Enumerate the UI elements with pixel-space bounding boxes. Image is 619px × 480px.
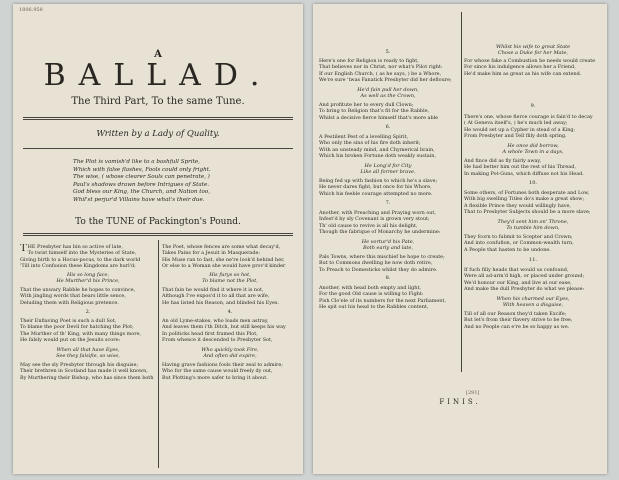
stanza-5 (319, 58, 459, 83)
stanza-number: 4. (227, 309, 233, 315)
verse-line: Were all ad-arm'd high, or placed under ground; (464, 273, 585, 280)
intro-line: Paul's shadows drawn before Intrigues of State. (73, 181, 210, 188)
refrain-line: And often did expire, (203, 353, 257, 359)
stanza-9 (464, 114, 604, 139)
verse-line: Whilst a decisive fierce himself that's more able (319, 114, 439, 121)
title-article: A (154, 49, 162, 60)
verse-line: From whence it descended to Presbyter Sot, (162, 336, 273, 343)
verse-line: That the unwary Rabble he hopes to convince, (20, 287, 136, 293)
subtitle: The Third Part, To the same Tune. (71, 96, 245, 107)
refrain-line: Like all former brave, (360, 169, 416, 175)
tune-line: To the TUNE of Packington's Pound. (75, 217, 241, 227)
verse-line: He had better him out the rest of his Thread, (464, 164, 576, 171)
verse-line: They fcorn to fubmit to Scepter and Crown; (464, 234, 573, 240)
verse-line: To bring to Religion that's fit for the Rabble, (319, 108, 430, 115)
stanza-number: 10. (529, 180, 537, 186)
stanza-number: 7. (385, 200, 391, 206)
stanza-11 (464, 267, 604, 292)
verse-line: That to Presbyter Subjects should be a more slave; (464, 208, 591, 215)
verse-line: Pals Towns, where this mischief he hope to create; (319, 254, 445, 260)
rule-columns-2 (23, 235, 293, 236)
verse-line: Giving birth to a Hocus-pocus, to the dark world (20, 256, 141, 263)
refrain-3 (162, 272, 298, 284)
verse-line: Who only the sins of his fire doth inherit; (319, 140, 421, 147)
stanza-7b (319, 254, 459, 273)
verse-line: Which his broken Fortune doth weakly sustain, (319, 152, 436, 159)
refrain-line: As well as the Crown, (360, 93, 416, 99)
stanza-4 (162, 318, 298, 343)
stanza-6 (319, 134, 459, 159)
stanza-number: 5. (385, 49, 391, 55)
refrain-line: He vortur'd his Pate, (361, 239, 415, 245)
refrain-line: His so long face, (66, 272, 110, 278)
refrain-line: They'd sent him on' Throne, (497, 219, 569, 225)
verse-line: The Poet, whose fences are some what decay'd, (162, 244, 281, 250)
stanza-1b (20, 287, 156, 306)
stanza-9b (464, 158, 604, 177)
verse-line: That believes nor in Christ, nor what's Pilot right: (319, 64, 443, 71)
verse-line: Their brethren in Scotland has made it well known, (20, 368, 148, 375)
verse-line: Though the fabrique of Monarchy he undermine: (319, 228, 441, 235)
intro-verse (73, 159, 211, 205)
verse-line: And no People can e're be so happy as we. (464, 323, 570, 330)
verse-line: The Murther of th' King, with many things more, (20, 330, 142, 337)
verse-line: He falsly would put on the Jesuits score: (20, 336, 121, 343)
intro-line: The wise, ( whose clearer Souls can penetrate, ) (73, 174, 210, 181)
stanza-10 (464, 190, 604, 215)
verse-line: An old Lyme-stakes, who loads men astray, (162, 318, 269, 324)
verse-line: Although I've expos'd it to all that are wife, (162, 293, 270, 300)
verse-line: And into confufion, or Common-wealth turn, (464, 240, 574, 247)
verse-line: He'd make him as great as his wife can extend. (464, 70, 582, 77)
verse-line: We'd honour our King, and live at our ease, (464, 279, 572, 286)
stanza-1 (20, 244, 156, 269)
refrain-line: Who quickly took Fire, (201, 347, 259, 353)
stanza-number: 2. (85, 309, 91, 315)
page-title: BALLAD. (43, 60, 273, 92)
verse-line: Or else to a Woman she would have prov'd kinder (162, 262, 286, 269)
rule-mid (23, 148, 293, 149)
verse-line: We're sure 'twas Fanatick Presbyter did her defloure; (319, 76, 452, 83)
verse-line: And fince did as fly fairly away, (464, 158, 542, 164)
verse-line: Having grave fashions fools their zeal to admire; (162, 362, 283, 368)
refrain-line: Chose a Duke for her Mate, (497, 50, 569, 56)
verse-line: But to Commons dwelling he now doth retire, (319, 260, 433, 267)
stanza-number: 11. (529, 257, 537, 263)
verse-line: With jingling words that bears little sence, (20, 293, 126, 300)
stanza-11b (464, 311, 604, 330)
stanza-number: 9. (530, 103, 536, 109)
rule-top (23, 117, 293, 118)
verse-line: By Murthering their Bishop, who has since them both (20, 374, 154, 381)
refrain-line: When his charmed our Eyes, (496, 296, 570, 302)
refrain-4 (162, 347, 298, 359)
intro-line: Which with false flashes, Fools could only fright. (73, 166, 211, 173)
verse-line: In making Pot-Guns, which diffuse not his Head. (464, 170, 584, 177)
verse-line: Another, with head both empty and light, (319, 285, 421, 291)
rule-columns (23, 233, 293, 234)
verse-line: ( At Geneva itself's, ) he's much led away; (464, 120, 568, 127)
verse-line: A Pestilent Pest of a levelling Spirit, (319, 134, 409, 140)
refrain-line: Both early and late, (363, 245, 413, 251)
verse-line: In politicks head first framed this Plot, (162, 330, 258, 337)
stanza-10b (464, 234, 604, 253)
stanza-6b (319, 178, 459, 197)
refrain-5 (319, 87, 457, 99)
right-sheet (313, 4, 607, 474)
column-divider (158, 240, 159, 468)
verse-line: With big swelling Titles do's make a great show; (464, 196, 585, 203)
verse-line: Which his feeble courage attempted no more. (319, 190, 433, 197)
verse-line: To Preach to Domesticks whilst they do admire. (319, 266, 438, 273)
verse-line: And make the dull Presbyter do what we please: (464, 285, 585, 292)
refrain-2 (20, 347, 156, 359)
column-divider (461, 12, 462, 372)
verse-line: He never dares fight, but once for his Whore, (319, 184, 432, 191)
verse-line: But let's from their flavery strive to be free, (464, 317, 573, 324)
stanza-8b (464, 58, 604, 77)
verse-line: Here's one for Religion is ready to fight, (319, 58, 419, 64)
refrain-1 (20, 272, 156, 284)
verse-line: Deluding them with Religious pretence. (20, 299, 119, 306)
catalog-number: 1806.958 (19, 7, 43, 13)
verse-line: His Muse ran to fast, she ne're look'd behind her, (162, 256, 285, 263)
stanza-number: 8. (385, 275, 391, 281)
stanza-5b (319, 102, 459, 121)
refrain-line: See they falsifie, so wise, (56, 353, 120, 359)
verse-line: From Presbyter and Tell flily doth spring. (464, 132, 567, 139)
refrain-line: He once did borrow, (507, 143, 559, 149)
verse-line: Another, with Preaching and Praying worn out, (319, 210, 436, 216)
refrain-8 (464, 44, 602, 56)
verse-line: To blame the poor Devil for hatching the Plot; (20, 324, 134, 331)
refrain-line: When all that have Eyes, (56, 347, 120, 353)
verse-line: To twist himself into the Mysteries of State, (27, 250, 137, 257)
refrain-line: A whole Town in a days, (502, 149, 564, 155)
verse-line: Being fed up with fashion to which he's a slave; (319, 178, 438, 184)
verse-line: He would set up a Cypher in stead of a King; (464, 126, 576, 133)
drop-cap: T (20, 244, 27, 254)
verse-line: Takes Pains for a Jesuit in Masquerade; (162, 250, 261, 257)
verse-line: A flexible Prince they would willingly have, (464, 202, 571, 209)
intro-line: God bless our King, the Church, and Nation too, (73, 189, 210, 196)
finis-text: FINIS. (439, 398, 481, 406)
refrain-line: To tumble him down, (506, 225, 560, 231)
verse-line: Infest'd by sly Covenant is grown very stout; (319, 216, 430, 223)
refrain-line: He'd fain pull her down, (357, 87, 419, 93)
refrain-11 (464, 296, 602, 308)
verse-line: Th' old cause to revive is all his delight, (319, 222, 418, 229)
refrain-9 (464, 143, 602, 155)
verse-line: 'Till into Confusion these Kingdoms are hurl'd; (20, 262, 136, 269)
left-sheet (13, 4, 303, 474)
refrain-line: Whilst his wife to great State (495, 44, 571, 50)
verse-line: Their Enflaving Poet is such a dull Sot, (20, 318, 117, 324)
intro-line: The Plot is vamish'd like to a bashfull Sprite, (73, 159, 200, 165)
verse-line: He has listed his Reason, and blinded his Eyes. (162, 299, 279, 306)
stanza-8 (319, 285, 459, 310)
verse-line: HE Presbyter has bin so active of late, (27, 244, 123, 250)
verse-line: There's one, whose fierce courage is fain'd to decay (464, 114, 593, 120)
verse-line: But Plotting's more safer to bring it about. (162, 374, 268, 381)
verse-line: With an unsteady mind, and Chymerical brain, (319, 146, 435, 153)
stanza-2 (20, 318, 156, 343)
stanza-4b (162, 362, 298, 381)
verse-line: For since his indulgence allows her a Friend, (464, 64, 576, 71)
stanza-2b (20, 362, 156, 381)
stanza-number: 6. (385, 124, 391, 130)
verse-line: For whose fake a Combustion he needs would create (464, 58, 596, 64)
refrain-line: He Long'd for City (364, 163, 412, 169)
verse-line: And profitute her to every dull Clown; (319, 102, 414, 108)
stanza-3 (162, 244, 298, 269)
verse-line: Who for the same cause would freely dy out, (162, 368, 273, 375)
verse-line: For the good Old cause is willing to Fight: (319, 291, 424, 298)
refrain-line: His furys so hot, (209, 272, 251, 278)
verse-line: He spit out his head to the Rabbles content, (319, 303, 429, 310)
verse-line: Till of all our Reason they'd taken Excife; (464, 311, 567, 317)
verse-line: That fain he would find it where it is not, (162, 287, 264, 293)
verse-line: May see the sly Presbyter through his disguise; (20, 362, 138, 368)
author-line: Written by a Lady of Quality. (96, 129, 220, 139)
rule-top-2 (23, 119, 293, 120)
stanza-3b (162, 287, 298, 306)
verse-line: If our English Church, ( as he says, ) be a Whore, (319, 70, 442, 77)
refrain-line: With heaven a disguise, (502, 302, 564, 308)
refrain-line: He Murther'd his Prince, (56, 278, 120, 284)
library-stamp: [291] (466, 390, 480, 396)
verse-line: Some others, of Fortunes both desperate and Low, (464, 190, 590, 196)
refrain-7 (319, 239, 457, 251)
verse-line: A People that hasten to be undone. (464, 246, 551, 253)
intro-line: Whil'st perjur'd Villains have what's their due. (73, 196, 205, 203)
verse-line: And leaves them i'th Ditch, but still keeps his way (162, 324, 286, 331)
refrain-6 (319, 163, 457, 175)
verse-line: If fuch filly heads that would us confound, (464, 267, 569, 273)
verse-line: Pish Clo'ele of its numbers for the next Parliament, (319, 297, 446, 304)
refrain-line: To blame not the Plot, (202, 278, 258, 284)
refrain-10 (464, 219, 602, 231)
stanza-7 (319, 210, 459, 235)
